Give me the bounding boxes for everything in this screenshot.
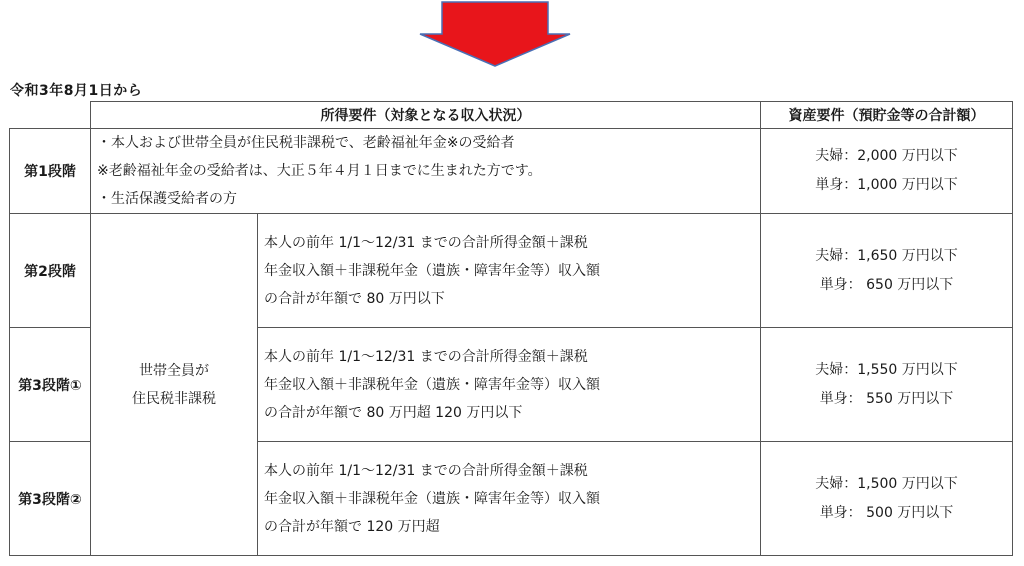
income-line: 年金収入額＋非課税年金（遺族・障害年金等）収入額 <box>264 262 600 279</box>
income-note: ※老齢福祉年金の受給者は、大正５年４月１日までに生まれた方です。 <box>97 163 542 179</box>
income-line: ・生活保護受給者の方 <box>97 191 237 207</box>
table-row <box>10 214 1013 328</box>
income-line: 年金収入額＋非課税年金（遺族・障害年金等）収入額 <box>264 376 600 393</box>
household-condition <box>91 214 258 556</box>
asset-couple: 夫婦：1,500 万円以下 <box>815 475 958 492</box>
down-arrow-icon <box>410 0 580 68</box>
asset-condition <box>761 214 1013 328</box>
asset-condition <box>761 129 1013 214</box>
asset-condition <box>761 328 1013 442</box>
income-condition <box>91 129 761 214</box>
stage-label: 第3段階① <box>10 328 91 442</box>
household-line: 住民税非課税 <box>132 390 216 407</box>
income-line: の合計が年額で 80 万円以下 <box>264 290 445 307</box>
asset-header: 資産要件（預貯金等の合計額） <box>761 102 1013 129</box>
income-line: 本人の前年 1/1～12/31 までの合計所得金額＋課税 <box>264 462 588 479</box>
stage-label: 第3段階② <box>10 442 91 556</box>
income-line: の合計が年額で 80 万円超 120 万円以下 <box>264 404 523 421</box>
asset-couple: 夫婦：1,650 万円以下 <box>815 247 958 264</box>
effective-date-label: 令和3年8月1日から <box>10 83 143 99</box>
asset-single: 単身：1,000 万円以下 <box>815 177 958 193</box>
stage-label: 第2段階 <box>10 214 91 328</box>
income-header: 所得要件（対象となる収入状況） <box>91 102 761 129</box>
asset-single: 単身： 500 万円以下 <box>819 504 954 521</box>
household-line: 世帯全員が <box>139 362 209 379</box>
header-row <box>10 102 1013 129</box>
income-line: 年金収入額＋非課税年金（遺族・障害年金等）収入額 <box>264 490 600 507</box>
income-condition <box>258 328 761 442</box>
income-line: の合計が年額で 120 万円超 <box>264 518 440 535</box>
asset-couple: 夫婦：2,000 万円以下 <box>815 148 958 164</box>
asset-single: 単身： 550 万円以下 <box>819 390 954 407</box>
header-empty-cell <box>10 102 91 129</box>
asset-condition <box>761 442 1013 556</box>
eligibility-table <box>9 101 1013 556</box>
income-line: 本人の前年 1/1～12/31 までの合計所得金額＋課税 <box>264 234 588 251</box>
income-condition <box>258 214 761 328</box>
stage-label: 第1段階 <box>10 129 91 214</box>
asset-single: 単身： 650 万円以下 <box>819 276 954 293</box>
income-condition <box>258 442 761 556</box>
asset-couple: 夫婦：1,550 万円以下 <box>815 361 958 378</box>
table-row <box>10 129 1013 214</box>
income-line: 本人の前年 1/1～12/31 までの合計所得金額＋課税 <box>264 348 588 365</box>
income-line: ・本人および世帯全員が住民税非課税で、老齢福祉年金※の受給者 <box>97 135 515 151</box>
